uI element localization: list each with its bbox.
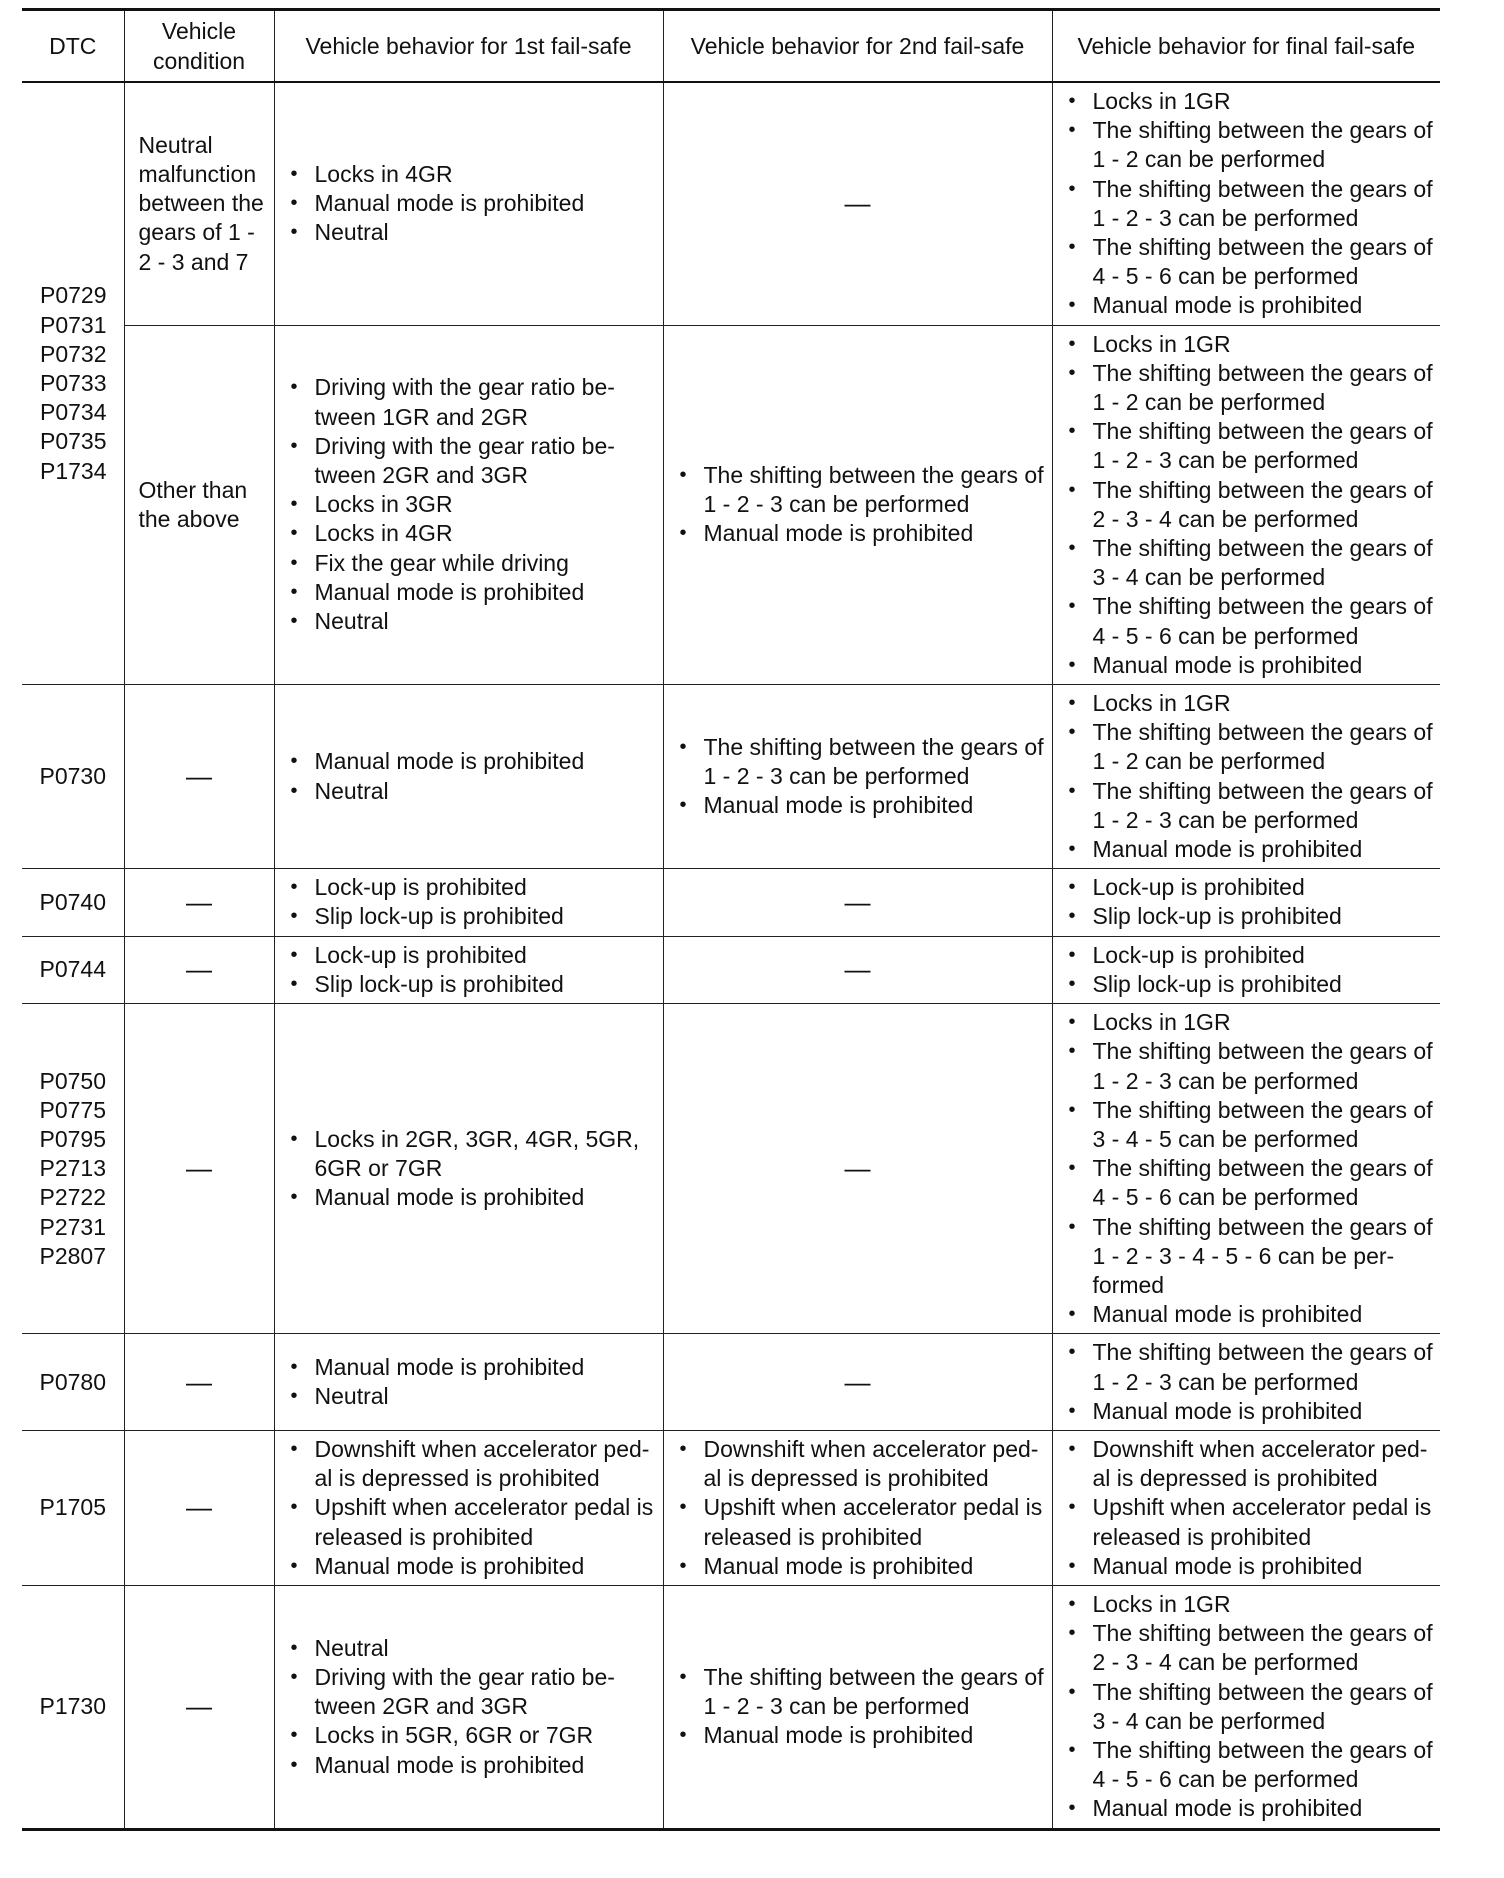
condition-text: Other than the above	[138, 476, 248, 532]
list-item: • Manual mode is prohibited	[1067, 1397, 1435, 1426]
header-final-fail-safe: Vehicle behavior for final fail-safe	[1052, 10, 1440, 83]
dtc-code: P0733	[40, 369, 107, 396]
list-item: • Locks in 2GR, 3GR, 4GR, 5GR, 6GR or 7GR	[289, 1125, 657, 1183]
table-row	[22, 82, 1440, 325]
bullet-list	[289, 1435, 657, 1581]
list-item: • Manual mode is prohibited	[1067, 651, 1435, 680]
dtc-code: P0740	[39, 888, 106, 915]
header-first-fail-safe: Vehicle behavior for 1st fail-safe	[274, 10, 663, 83]
list-item: • The shifting between the gears of 3 - 4 - 5 can be performed	[1067, 1096, 1435, 1154]
dtc-code: P0731	[40, 311, 107, 338]
second-fail-safe-cell-empty	[663, 1334, 1052, 1431]
bullet-list	[289, 873, 657, 931]
list-item: • Locks in 3GR	[289, 490, 657, 519]
dtc-cell	[22, 685, 124, 869]
list-item: • The shifting between the gears of 1 - 2 - 3 can be performed	[1067, 417, 1435, 475]
second-fail-safe-cell	[663, 685, 1052, 869]
list-item: • Manual mode is prohibited	[1067, 1552, 1435, 1581]
list-item: • The shifting between the gears of 1 - 2 - 3 can be performed	[678, 733, 1046, 791]
dtc-code: P2722	[39, 1184, 106, 1211]
bullet-list	[1067, 87, 1435, 321]
final-fail-safe-cell	[1052, 685, 1440, 869]
bullet-list	[1067, 689, 1435, 864]
second-fail-safe-cell-empty	[663, 869, 1052, 936]
list-item: • The shifting between the gears of 3 - 4 can be performed	[1067, 1678, 1435, 1736]
list-item: • Slip lock-up is prohibited	[289, 970, 657, 999]
first-fail-safe-cell	[274, 82, 663, 325]
bullet-list	[678, 733, 1046, 821]
final-fail-safe-cell	[1052, 1585, 1440, 1829]
dash-text: —	[186, 761, 212, 792]
first-fail-safe-cell	[274, 869, 663, 936]
header-second-fail-safe: Vehicle behavior for 2nd fail-safe	[663, 10, 1052, 83]
list-item: • Upshift when accelerator pedal is released is prohibited	[678, 1493, 1046, 1551]
list-item: • Driving with the gear ratio be-tween 2GR and 3GR	[289, 432, 657, 490]
list-item: • The shifting between the gears of 1 - 2 - 3 - 4 - 5 - 6 can be per-formed	[1067, 1213, 1435, 1301]
dtc-code: P0795	[39, 1125, 106, 1152]
bullet-list	[289, 1634, 657, 1780]
list-item: • Manual mode is prohibited	[289, 1353, 657, 1382]
second-fail-safe-cell-empty	[663, 1004, 1052, 1334]
list-item: • Upshift when accelerator pedal is released is prohibited	[289, 1493, 657, 1551]
list-item: • Locks in 1GR	[1067, 1590, 1435, 1619]
fail-safe-table	[22, 8, 1440, 1831]
list-item: • The shifting between the gears of 2 - 3 - 4 can be performed	[1067, 476, 1435, 534]
list-item: • Fix the gear while driving	[289, 549, 657, 578]
table-row	[22, 685, 1440, 869]
table-row	[22, 869, 1440, 936]
list-item: • Locks in 1GR	[1067, 330, 1435, 359]
dtc-code: P1734	[40, 457, 107, 484]
bullet-list	[1067, 941, 1435, 999]
condition-cell	[124, 869, 274, 936]
list-item: • Manual mode is prohibited	[1067, 835, 1435, 864]
list-item: • Manual mode is prohibited	[1067, 1794, 1435, 1823]
second-fail-safe-cell	[663, 1430, 1052, 1585]
list-item: • Neutral	[289, 607, 657, 636]
first-fail-safe-cell	[274, 325, 663, 684]
list-item: • Neutral	[289, 1382, 657, 1411]
list-item: • Locks in 1GR	[1067, 1008, 1435, 1037]
dash-text: —	[186, 1691, 212, 1722]
bullet-list	[1067, 1590, 1435, 1824]
dtc-code: P0775	[39, 1096, 106, 1123]
condition-cell	[124, 936, 274, 1003]
list-item: • Locks in 4GR	[289, 160, 657, 189]
dtc-code: P2731	[39, 1213, 106, 1240]
list-item: • The shifting between the gears of 4 - 5 - 6 can be performed	[1067, 592, 1435, 650]
list-item: • Lock-up is prohibited	[289, 941, 657, 970]
header-dtc: DTC	[22, 10, 124, 83]
list-item: • Slip lock-up is prohibited	[1067, 902, 1435, 931]
list-item: • Lock-up is prohibited	[1067, 873, 1435, 902]
table-row	[22, 936, 1440, 1003]
list-item: • Manual mode is prohibited	[678, 519, 1046, 548]
dtc-code: P1705	[39, 1494, 106, 1521]
dtc-code: P0729	[40, 282, 107, 309]
bullet-list	[678, 1663, 1046, 1751]
list-item: • Neutral	[289, 777, 657, 806]
condition-cell	[124, 1334, 274, 1431]
dtc-code: P0750	[39, 1067, 106, 1094]
bullet-list	[1067, 330, 1435, 680]
list-item: • The shifting between the gears of 1 - 2 - 3 can be performed	[678, 1663, 1046, 1721]
condition-text: Neutral malfunction between the gears of 1 - 2 - 3 and 7	[138, 131, 264, 275]
bullet-list	[678, 461, 1046, 549]
dtc-code: P0732	[40, 340, 107, 367]
bullet-list	[678, 1435, 1046, 1581]
list-item: • Manual mode is prohibited	[289, 747, 657, 776]
bullet-list	[289, 941, 657, 999]
second-fail-safe-cell	[663, 1585, 1052, 1829]
first-fail-safe-cell	[274, 1334, 663, 1431]
dash-text: —	[186, 954, 212, 985]
final-fail-safe-cell	[1052, 1430, 1440, 1585]
list-item: • Manual mode is prohibited	[289, 1751, 657, 1780]
second-fail-safe-cell-empty	[663, 82, 1052, 325]
first-fail-safe-cell	[274, 1585, 663, 1829]
list-item: • Downshift when accelerator ped-al is depressed is prohibited	[678, 1435, 1046, 1493]
dash-text: —	[844, 1153, 871, 1184]
header-row	[22, 10, 1440, 83]
first-fail-safe-cell	[274, 685, 663, 869]
list-item: • Neutral	[289, 218, 657, 247]
final-fail-safe-cell	[1052, 82, 1440, 325]
dtc-cell	[22, 1004, 124, 1334]
final-fail-safe-cell	[1052, 1334, 1440, 1431]
dtc-code: P2807	[39, 1242, 106, 1269]
list-item: • Lock-up is prohibited	[289, 873, 657, 902]
condition-cell	[124, 82, 274, 325]
condition-cell	[124, 1585, 274, 1829]
dash-text: —	[844, 188, 871, 219]
bullet-list	[1067, 1008, 1435, 1329]
condition-cell	[124, 1004, 274, 1334]
list-item: • The shifting between the gears of 1 - 2 - 3 can be performed	[1067, 1338, 1435, 1396]
final-fail-safe-cell	[1052, 1004, 1440, 1334]
dtc-code: P0780	[39, 1368, 106, 1395]
condition-cell	[124, 325, 274, 684]
dash-text: —	[186, 886, 212, 917]
list-item: • Manual mode is prohibited	[678, 1721, 1046, 1750]
bullet-list	[289, 373, 657, 636]
list-item: • The shifting between the gears of 4 - 5 - 6 can be performed	[1067, 233, 1435, 291]
list-item: • The shifting between the gears of 1 - 2 - 3 can be performed	[1067, 175, 1435, 233]
dtc-cell	[22, 1585, 124, 1829]
list-item: • The shifting between the gears of 1 - 2 can be performed	[1067, 359, 1435, 417]
table-row	[22, 1430, 1440, 1585]
table-row	[22, 325, 1440, 684]
list-item: • Locks in 1GR	[1067, 689, 1435, 718]
dash-text: —	[186, 1153, 212, 1184]
list-item: • Downshift when accelerator ped-al is depressed is prohibited	[289, 1435, 657, 1493]
list-item: • Locks in 5GR, 6GR or 7GR	[289, 1721, 657, 1750]
list-item: • The shifting between the gears of 2 - 3 - 4 can be performed	[1067, 1619, 1435, 1677]
list-item: • Driving with the gear ratio be-tween 1GR and 2GR	[289, 373, 657, 431]
list-item: • The shifting between the gears of 3 - 4 can be performed	[1067, 534, 1435, 592]
dtc-code: P0730	[39, 763, 106, 790]
list-item: • Manual mode is prohibited	[678, 1552, 1046, 1581]
dash-text: —	[844, 886, 871, 917]
bullet-list	[289, 747, 657, 805]
first-fail-safe-cell	[274, 936, 663, 1003]
dash-text: —	[186, 1366, 212, 1397]
list-item: • Neutral	[289, 1634, 657, 1663]
dtc-cell	[22, 1334, 124, 1431]
dtc-code: P1730	[39, 1693, 106, 1720]
table-row	[22, 1004, 1440, 1334]
second-fail-safe-cell	[663, 325, 1052, 684]
bullet-list	[1067, 873, 1435, 931]
dtc-cell	[22, 869, 124, 936]
list-item: • Manual mode is prohibited	[1067, 291, 1435, 320]
dtc-cell	[22, 1430, 124, 1585]
table-row	[22, 1585, 1440, 1829]
list-item: • Manual mode is prohibited	[289, 1183, 657, 1212]
header-vehicle-condition: Vehicle condition	[124, 10, 274, 83]
list-item: • Slip lock-up is prohibited	[289, 902, 657, 931]
list-item: • Locks in 1GR	[1067, 87, 1435, 116]
final-fail-safe-cell	[1052, 936, 1440, 1003]
final-fail-safe-cell	[1052, 869, 1440, 936]
condition-cell	[124, 685, 274, 869]
list-item: • The shifting between the gears of 4 - 5 - 6 can be performed	[1067, 1154, 1435, 1212]
list-item: • Manual mode is prohibited	[289, 1552, 657, 1581]
bullet-list	[1067, 1338, 1435, 1426]
list-item: • The shifting between the gears of 1 - 2 can be performed	[1067, 116, 1435, 174]
table-body	[22, 82, 1440, 1829]
dtc-code: P0744	[39, 956, 106, 983]
bullet-list	[1067, 1435, 1435, 1581]
list-item: • The shifting between the gears of 1 - 2 - 3 can be performed	[678, 461, 1046, 519]
list-item: • Slip lock-up is prohibited	[1067, 970, 1435, 999]
list-item: • The shifting between the gears of 4 - 5 - 6 can be performed	[1067, 1736, 1435, 1794]
list-item: • Downshift when accelerator ped-al is depressed is prohibited	[1067, 1435, 1435, 1493]
list-item: • Manual mode is prohibited	[1067, 1300, 1435, 1329]
list-item: • Upshift when accelerator pedal is released is prohibited	[1067, 1493, 1435, 1551]
second-fail-safe-cell-empty	[663, 936, 1052, 1003]
bullet-list	[289, 1353, 657, 1411]
first-fail-safe-cell	[274, 1430, 663, 1585]
list-item: • The shifting between the gears of 1 - 2 - 3 can be performed	[1067, 1037, 1435, 1095]
dtc-cell	[22, 82, 124, 685]
first-fail-safe-cell	[274, 1004, 663, 1334]
list-item: • The shifting between the gears of 1 - 2 can be performed	[1067, 718, 1435, 776]
condition-cell	[124, 1430, 274, 1585]
bullet-list	[289, 1125, 657, 1213]
dtc-code: P2713	[39, 1155, 106, 1182]
table-row	[22, 1334, 1440, 1431]
dtc-cell	[22, 936, 124, 1003]
dash-text: —	[844, 1366, 871, 1397]
list-item: • Lock-up is prohibited	[1067, 941, 1435, 970]
list-item: • Driving with the gear ratio be-tween 2GR and 3GR	[289, 1663, 657, 1721]
list-item: • Manual mode is prohibited	[678, 791, 1046, 820]
dash-text: —	[844, 954, 871, 985]
dash-text: —	[186, 1492, 212, 1523]
list-item: • Manual mode is prohibited	[289, 578, 657, 607]
list-item: • Locks in 4GR	[289, 519, 657, 548]
dtc-code: P0734	[40, 399, 107, 426]
dtc-code: P0735	[40, 428, 107, 455]
final-fail-safe-cell	[1052, 325, 1440, 684]
bullet-list	[289, 160, 657, 248]
list-item: • The shifting between the gears of 1 - 2 - 3 can be performed	[1067, 777, 1435, 835]
list-item: • Manual mode is prohibited	[289, 189, 657, 218]
